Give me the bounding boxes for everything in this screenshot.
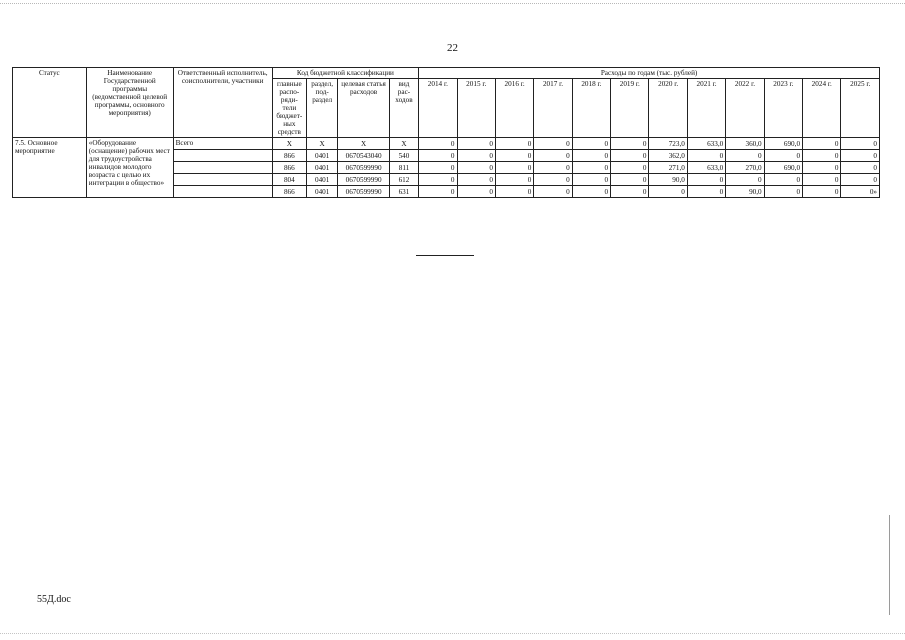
expense-value-cell: 0	[572, 150, 610, 162]
expense-value-cell: 0	[457, 138, 495, 150]
expense-value-cell: 0	[457, 174, 495, 186]
budget-code-cell: X	[307, 138, 338, 150]
budget-code-cell: 631	[389, 186, 418, 198]
header-year: 2022 г.	[726, 79, 764, 138]
table-row	[13, 138, 880, 150]
expense-value-cell: 0	[572, 186, 610, 198]
budget-code-cell: 866	[272, 162, 306, 174]
expense-value-cell: 633,0	[687, 162, 725, 174]
header-year: 2014 г.	[419, 79, 457, 138]
expense-value-cell: 0	[726, 150, 764, 162]
expense-value-cell: 0	[841, 162, 880, 174]
scan-edge-right	[889, 515, 890, 615]
expense-value-cell: 0	[611, 174, 649, 186]
expense-value-cell: 0	[803, 162, 841, 174]
header-status: Статус	[13, 68, 87, 138]
header-year: 2018 г.	[572, 79, 610, 138]
measure-name: «Оборудование (оснащение) рабочих мест для трудоустройства инвалидов молодого возраста с целью их интеграции в общество»	[86, 138, 173, 198]
header-budget-sub: вид рас-ходов	[389, 79, 418, 138]
expense-value-cell: 0	[534, 138, 572, 150]
budget-code-cell: 0401	[307, 186, 338, 198]
expense-value-cell: 0	[419, 150, 457, 162]
header-budget-code: Код бюджетной классификации	[272, 68, 418, 79]
budget-code-cell: 0670599990	[338, 174, 390, 186]
responsible-empty-cell	[173, 174, 272, 186]
expense-value-cell: 0	[572, 162, 610, 174]
expense-value-cell: 0	[572, 138, 610, 150]
budget-code-cell: 0401	[307, 150, 338, 162]
budget-code-cell: 866	[272, 150, 306, 162]
header-year: 2019 г.	[611, 79, 649, 138]
expense-value-cell: 690,0	[764, 138, 802, 150]
expense-value-cell: 0	[419, 138, 457, 150]
scan-edge-bottom	[0, 633, 905, 634]
budget-code-cell: 0670543040	[338, 150, 390, 162]
expense-value-cell: 0	[457, 150, 495, 162]
budget-code-cell: 0670599990	[338, 162, 390, 174]
header-year: 2015 г.	[457, 79, 495, 138]
budget-code-cell: 811	[389, 162, 418, 174]
page-number: 22	[447, 42, 458, 54]
expense-value-cell: 0	[611, 186, 649, 198]
expense-value-cell: 0	[841, 174, 880, 186]
expense-value-cell: 0	[726, 174, 764, 186]
expense-value-cell: 0	[687, 150, 725, 162]
expense-value-cell: 0	[457, 186, 495, 198]
header-year: 2021 г.	[687, 79, 725, 138]
budget-code-cell: 0670599990	[338, 186, 390, 198]
budget-code-cell: 540	[389, 150, 418, 162]
expense-value-cell: 0	[803, 174, 841, 186]
expense-value-cell: 0	[611, 150, 649, 162]
header-year: 2024 г.	[803, 79, 841, 138]
expense-value-cell: 0	[841, 138, 880, 150]
header-budget-sub: целевая статья расходов	[338, 79, 390, 138]
budget-code-cell: X	[389, 138, 418, 150]
budget-code-cell: X	[272, 138, 306, 150]
expense-value-cell: 0	[495, 150, 533, 162]
header-year: 2017 г.	[534, 79, 572, 138]
budget-code-cell: 866	[272, 186, 306, 198]
expense-value-cell: 90,0	[649, 174, 687, 186]
budget-code-cell: 612	[389, 174, 418, 186]
header-year: 2025 г.	[841, 79, 880, 138]
expense-value-cell: 0	[534, 174, 572, 186]
expense-value-cell: 270,0	[726, 162, 764, 174]
responsible-empty-cell	[173, 150, 272, 162]
expense-value-cell: 0	[495, 162, 533, 174]
budget-code-cell: 0401	[307, 174, 338, 186]
expense-value-cell: 0	[534, 162, 572, 174]
expense-value-cell: 0	[495, 174, 533, 186]
expense-value-cell: 0	[419, 162, 457, 174]
expense-value-cell: 271,0	[649, 162, 687, 174]
header-budget-sub: главные распо-ряди-тели бюджет-ных средств	[272, 79, 306, 138]
expense-value-cell: 0	[611, 138, 649, 150]
expense-value-cell: 0	[803, 186, 841, 198]
measure-status: 7.5. Основное мероприятие	[13, 138, 87, 198]
expense-value-cell: 90,0	[726, 186, 764, 198]
expense-value-cell: 0	[534, 150, 572, 162]
budget-code-cell: 804	[272, 174, 306, 186]
header-responsible: Ответственный исполнитель, соисполнители, участники	[173, 68, 272, 138]
expense-value-cell: 0	[419, 186, 457, 198]
responsible-empty-cell	[173, 162, 272, 174]
expense-value-cell: 633,0	[687, 138, 725, 150]
header-year: 2023 г.	[764, 79, 802, 138]
expense-value-cell: 360,0	[726, 138, 764, 150]
budget-table	[12, 67, 880, 198]
expense-value-cell: 0	[803, 138, 841, 150]
expense-value-cell: 723,0	[649, 138, 687, 150]
header-year: 2020 г.	[649, 79, 687, 138]
expense-value-cell: 0	[764, 186, 802, 198]
expense-value-cell: 362,0	[649, 150, 687, 162]
expense-value-cell: 0	[687, 186, 725, 198]
header-year: 2016 г.	[495, 79, 533, 138]
expense-value-cell: 0	[687, 174, 725, 186]
budget-code-cell: 0401	[307, 162, 338, 174]
expense-value-cell: 0	[764, 150, 802, 162]
expense-value-cell: 690,0	[764, 162, 802, 174]
header-expenses: Расходы по годам (тыс. рублей)	[419, 68, 880, 79]
header-program-name: Наименование Государственной программы (ведомственной целевой программы, основного мероприятия)	[86, 68, 173, 138]
measure-responsible: Всего	[173, 138, 272, 150]
expense-value-cell: 0	[572, 174, 610, 186]
expense-value-cell: 0	[457, 162, 495, 174]
expense-value-cell: 0»	[841, 186, 880, 198]
header-budget-sub: раздел, под-раздел	[307, 79, 338, 138]
divider-line	[416, 255, 474, 256]
expense-value-cell: 0	[841, 150, 880, 162]
expense-value-cell: 0	[419, 174, 457, 186]
expense-value-cell: 0	[611, 162, 649, 174]
footer-filename: 55Д.doc	[37, 594, 71, 605]
responsible-empty-cell	[173, 186, 272, 198]
expense-value-cell: 0	[495, 138, 533, 150]
expense-value-cell: 0	[764, 174, 802, 186]
expense-value-cell: 0	[803, 150, 841, 162]
expense-value-cell: 0	[649, 186, 687, 198]
budget-code-cell: X	[338, 138, 390, 150]
scan-edge-top	[0, 3, 905, 4]
expense-value-cell: 0	[534, 186, 572, 198]
expense-value-cell: 0	[495, 186, 533, 198]
